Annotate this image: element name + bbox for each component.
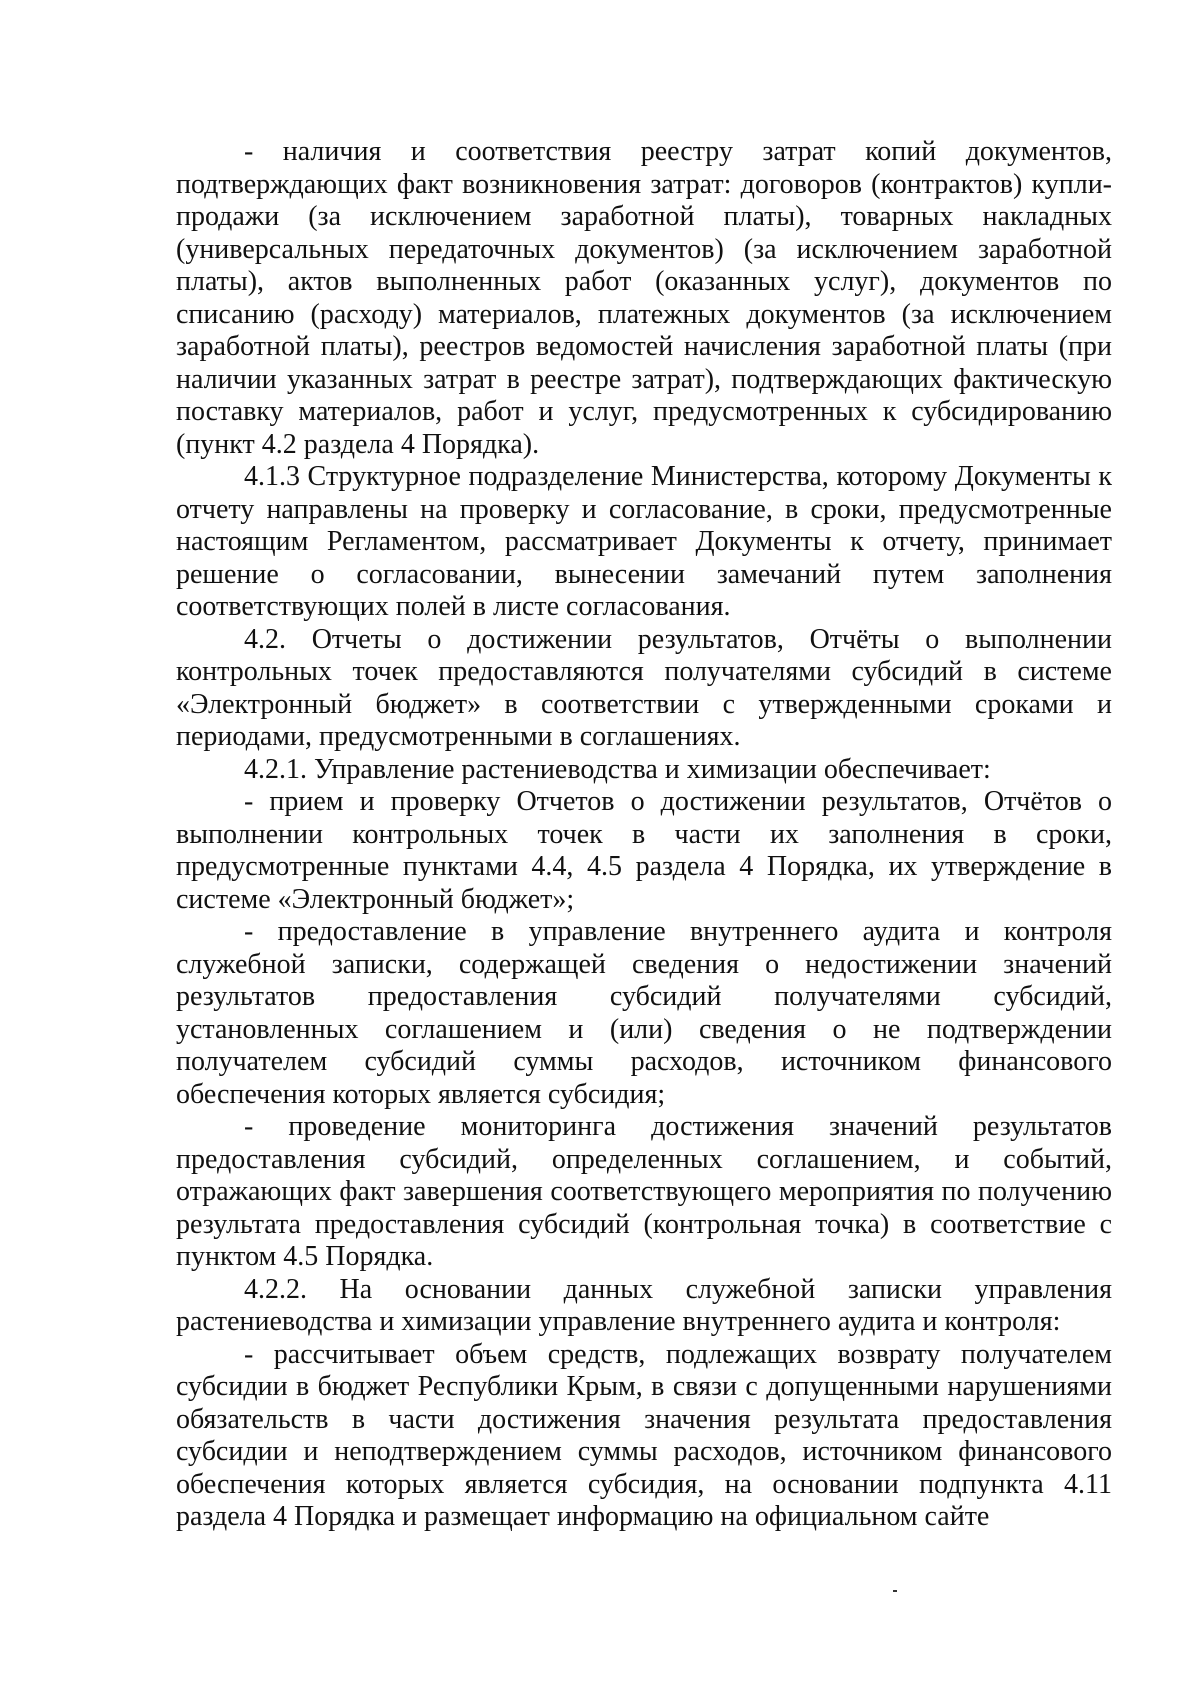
paragraph-4-2-1: 4.2.1. Управление растениеводства и химизации обеспечивает: xyxy=(244,753,991,785)
paragraph-4-1-3: 4.1.3 Структурное подразделение Министерства, которому Документы к отчету направлены на проверку и согласование, в сроки, предусмотренные настоящим Регламентом, рассматривает Документы к отчету, принимает решение о согласовании, вынесении замечаний путем заполнения соответствующих полей в листе согласования. xyxy=(176,461,1112,622)
paragraph-monitoring: - проведение мониторинга достижения значений результатов предоставления субсидий, определенных соглашением, и событий, отражающих факт завершения соответствующего мероприятия по получению результата предоставления субсидий (контрольная точка) в соответствие с пунктом 4.5 Порядка. xyxy=(176,1111,1112,1272)
paragraph-4-2-2: 4.2.2. На основании данных служебной записки управления растениеводства и химизации управление внутреннего аудита и контроля: xyxy=(176,1273,1112,1337)
paragraph-document-checks: - наличия и соответствия реестру затрат копий документов, подтверждающих факт возникновения затрат: договоров (контрактов) купли-продажи (за исключением заработной платы), товарных накладных (универсальных передаточных документов) (за исключением заработной платы), актов выполненных работ (оказанных услуг), документов по списанию (расходу) материалов, платежных документов (за исключением заработной платы), реестров ведомостей начисления заработной платы (при наличии указанных затрат в реестре затрат), подтверждающих фактическую поставку материалов, работ и услуг, предусмотренных к субсидированию (пункт 4.2 раздела 4 Порядка). xyxy=(176,136,1112,460)
paragraph-4-2: 4.2. Отчеты о достижении результатов, Отчёты о выполнении контрольных точек предоставляются получателями субсидий в системе «Электронный бюджет» в соответствии с утвержденными сроками и периодами, предусмотренными в соглашениях. xyxy=(176,623,1112,752)
paragraph-reports-acceptance: - прием и проверку Отчетов о достижении результатов, Отчётов о выполнении контрольных точек в части их заполнения в сроки, предусмотренные пунктами 4.4, 4.5 раздела 4 Порядка, их утверждение в системе «Электронный бюджет»; xyxy=(176,786,1112,915)
paragraph-refund-calculation: - рассчитывает объем средств, подлежащих возврату получателем субсидии в бюджет Республики Крым, в связи с допущенными нарушениями обязательств в части достижения значения результата предоставления субсидии и неподтверждением суммы расходов, источником финансового обеспечения которых является субсидия, на основании подпункта 4.11 раздела 4 Порядка и размещает информацию на официальном сайте xyxy=(176,1338,1112,1532)
paragraph-service-note: - предоставление в управление внутреннего аудита и контроля служебной записки, содержащей сведения о недостижении значений результатов предоставления субсидий получателями субсидий, установленных соглашением и (или) сведения о не подтверждении получателем субсидий суммы расходов, источником финансового обеспечения которых является субсидия; xyxy=(176,916,1112,1110)
document-body xyxy=(176,136,1112,1534)
scan-dot-mark xyxy=(893,1590,897,1592)
